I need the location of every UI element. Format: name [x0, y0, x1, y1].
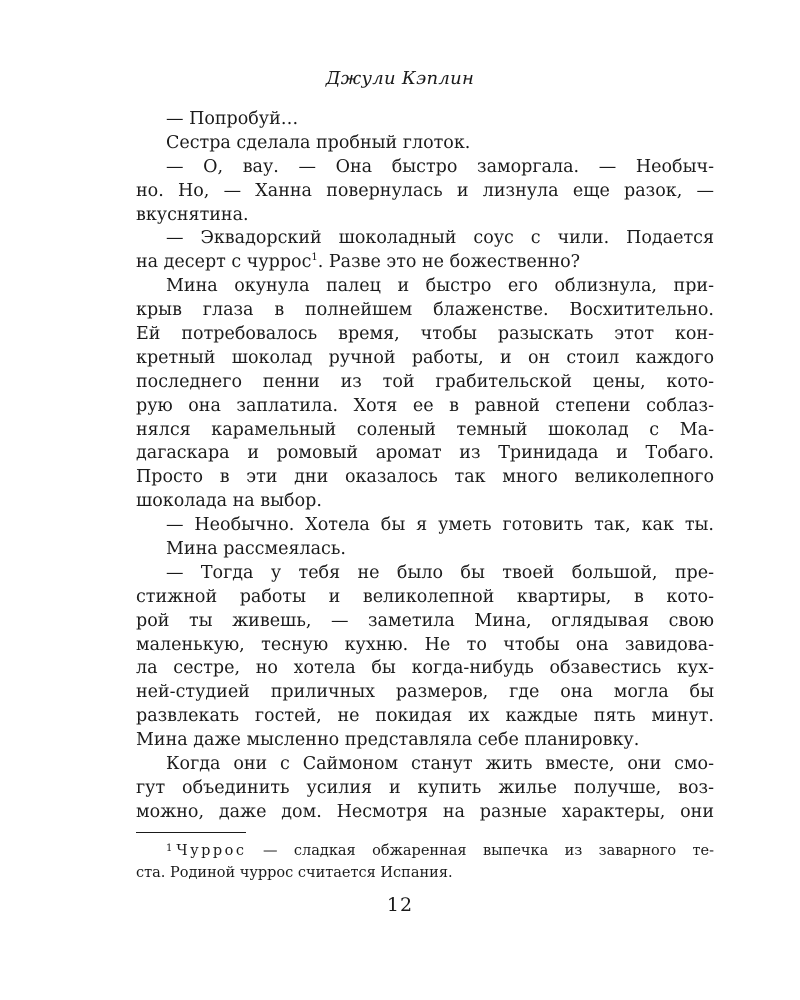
text-line: маленькую, тесную кухню. Не то чтобы она завидова-	[136, 634, 714, 655]
footnote-text: — сладкая обжаренная выпечка из заварного те-	[246, 843, 714, 859]
text-line	[136, 251, 714, 275]
text-line: но. Но, — Ханна повернулась и лизнула еще разок, —	[136, 180, 714, 201]
text-line: ней-студией приличных размеров, где она могла бы	[136, 682, 714, 703]
text-line: ла сестре, но хотела бы когда-нибудь обзавестись кух-	[136, 658, 714, 679]
body-text	[136, 108, 714, 825]
text-line: крыв глаза в полнейшем блаженстве. Восхитительно.	[136, 300, 714, 321]
text-line: Мина даже мысленно представляла себе планировку.	[136, 730, 640, 751]
text-line: шоколада на выбор.	[136, 491, 322, 512]
text-segment: на десерт с чуррос	[136, 252, 312, 273]
footnote	[136, 840, 714, 884]
text-line: — Тогда у тебя не было бы твоей большой, пре-	[166, 562, 714, 583]
text-segment: . Разве это не божественно?	[317, 252, 581, 273]
text-line: — Эквадорский шоколадный соус с чили. Подается	[166, 228, 714, 249]
text-line: Ей потребовалось время, чтобы разыскать этот кон-	[136, 324, 714, 345]
text-line: последнего пенни из той грабительской цены, кото-	[136, 371, 714, 392]
text-line: можно, даже дом. Несмотря на разные характеры, они	[136, 801, 714, 822]
text-line: гут объединить усилия и купить жилье получше, воз-	[136, 777, 714, 798]
text-line: — Необычно. Хотела бы я уметь готовить так, как ты.	[166, 515, 714, 536]
text-line: кретный шоколад ручной работы, и он стоил каждого	[136, 347, 714, 368]
footnote-reference[interactable]: 1	[311, 252, 318, 264]
text-line: стижной работы и великолепной квартиры, в кото-	[136, 586, 714, 607]
text-line: вкуснятина.	[136, 204, 249, 225]
text-line: рой ты живешь, — заметила Мина, оглядывая свою	[136, 610, 714, 631]
running-head-author: Джули Кэплин	[325, 68, 475, 89]
text-line: Мина рассмеялась.	[166, 539, 346, 560]
text-line: Сестра сделала пробный глоток.	[166, 132, 471, 153]
text-line: — О, вау. — Она быстро заморгала. — Необыч-	[166, 156, 714, 177]
footnote-mark: 1	[166, 843, 173, 854]
text-line: Когда они с Саймоном станут жить вместе, они смо-	[166, 754, 714, 775]
text-line: нялся карамельный соленый темный шоколад с Ма-	[136, 419, 714, 440]
text-line: Просто в эти дни оказалось так много великолепного	[136, 467, 714, 488]
text-line: рую она заплатила. Хотя ее в равной степени соблаз-	[136, 395, 714, 416]
text-line: Мина окунула палец и быстро его облизнула, при-	[166, 276, 714, 297]
text-line: — Попробуй…	[166, 109, 299, 129]
footnote-line	[136, 840, 714, 862]
footnote-term: Чуррос	[176, 843, 247, 859]
footnote-divider	[136, 832, 246, 833]
page-number: 12	[386, 894, 414, 916]
text-line: дагаскара и ромовый аромат из Тринидада и Тобаго.	[136, 443, 714, 464]
text-line: развлекать гостей, не покидая их каждые пять минут.	[136, 706, 714, 727]
footnote-line: ста. Родиной чуррос считается Испания.	[136, 865, 453, 881]
